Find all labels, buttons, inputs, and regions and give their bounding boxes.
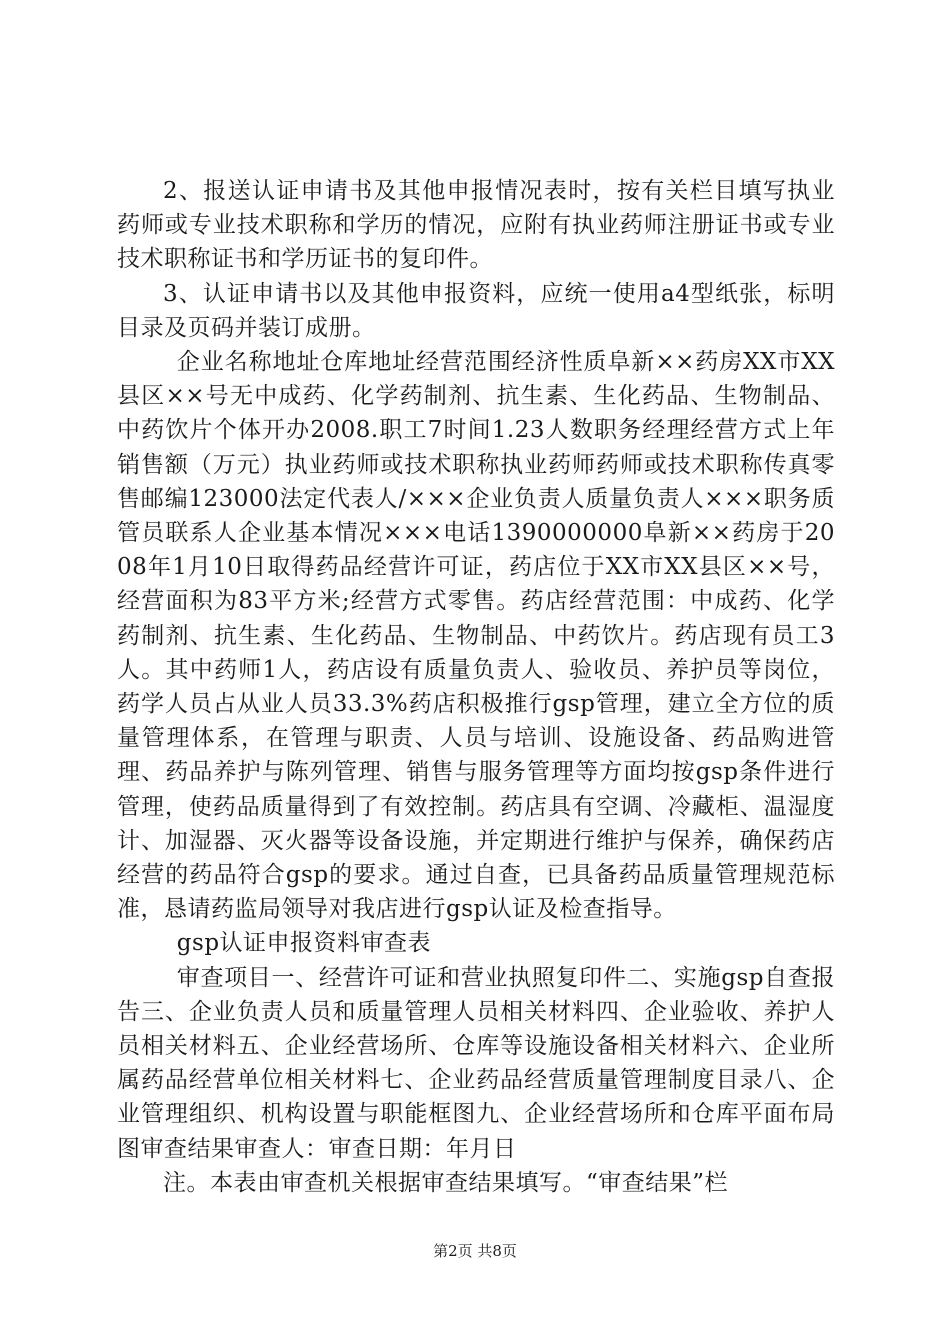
page-indicator: 第2页 共8页 xyxy=(433,1242,517,1260)
paragraph-review-items: 审查项目一、经营许可证和营业执照复印件二、实施gsp自查报告三、企业负责人员和质量管理人员相关材料四、企业验收、养护人员相关材料五、企业经营场所、仓库等设施设备相关材料六、企业所属药品经营单位相关材料七、企业药品经营质量管理制度目录八、企业管理组织、机构设置与职能框图九、企业经营场所和仓库平面布局图审查结果审查人：审查日期：年月日 xyxy=(117,964,835,1162)
paragraph-enterprise-info: 企业名称地址仓库地址经营范围经济性质阜新××药房XX市XX县区××号无中成药、化学药制剂、抗生素、生化药品、生物制品、中药饮片个体开办2008.职工7时间1.23人数职务经理经营方式上年销售额（万元）执业药师或技术职称执业药师药师或技术职称传真零售邮编123000法定代表人/×××企业负责人质量负责人×××职务质管员联系人企业基本情况×××电话1390000000阜新××药房于2008年1月10日取得药品经营许可证，药店位于XX市XX县区××号，经营面积为83平方米;经营方式零售。药店经营范围：中成药、化学药制剂、抗生素、生化药品、生物制品、中药饮片。药店现有员工3人。其中药师1人，药店设有质量负责人、验收员、养护员等岗位，药学人员占从业人员33.3%药店积极推行gsp管理，建立全方位的质量管理体系，在管理与职责、人员与培训、设施设备、药品购进管理、药品养护与陈列管理、销售与服务管理等方面均按gsp条件进行管理，使药品质量得到了有效控制。药店具有空调、冷藏柜、温湿度计、加湿器、灭火器等设备设施，并定期进行维护与保养，确保药店经营的药品符合gsp的要求。通过自查，已具备药品质量管理规范标准，恳请药监局领导对我店进行gsp认证及检查指导。 xyxy=(117,349,835,923)
section-heading-review-table: gsp认证申报资料审查表 xyxy=(176,930,432,957)
document-body xyxy=(117,174,835,1200)
paragraph-note: 注。本表由审查机关根据审查结果填写。“审查结果”栏 xyxy=(163,1169,729,1196)
paragraph-submission-rules: 2、报送认证申请书及其他申报情况表时，按有关栏目填写执业药师或专业技术职称和学历的情况，应附有执业药师注册证书或专业技术职称证书和学历证书的复印件。 xyxy=(117,178,835,273)
paragraph-paper-format: 3、认证申请书以及其他申报资料，应统一使用a4型纸张，标明目录及页码并装订成册。 xyxy=(117,280,835,341)
